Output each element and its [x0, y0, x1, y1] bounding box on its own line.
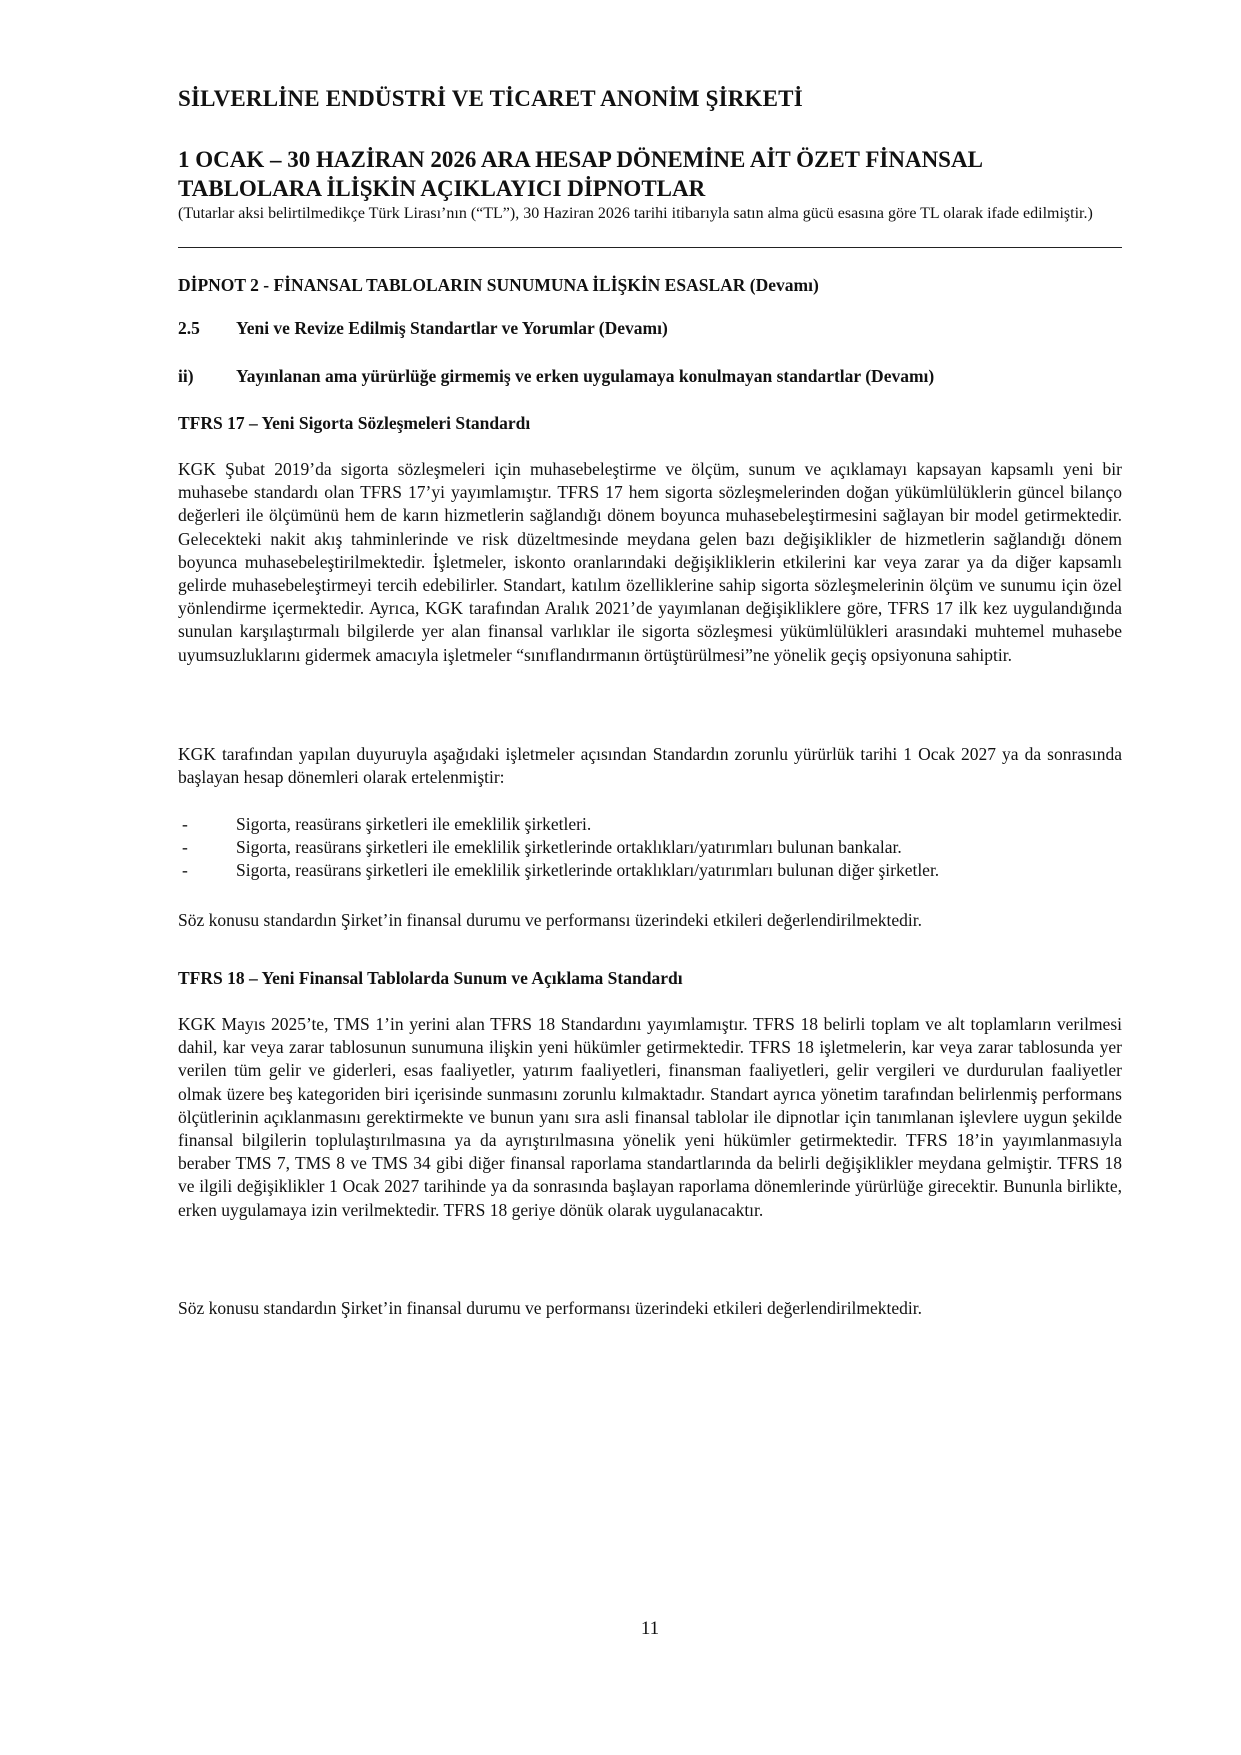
- bullet-dash: -: [182, 837, 188, 858]
- report-title-line-1: 1 OCAK – 30 HAZİRAN 2026 ARA HESAP DÖNEMİNE AİT ÖZET FİNANSAL: [178, 147, 983, 172]
- page-number: 11: [640, 1618, 660, 1639]
- tfrs18-paragraph-2: Söz konusu standardın Şirket’in finansal durumu ve performansı üzerindeki etkileri değerlendirilmektedir.: [178, 1298, 923, 1318]
- tfrs17-heading: TFRS 17 – Yeni Sigorta Sözleşmeleri Standardı: [178, 413, 531, 433]
- tfrs18-paragraph-1: KGK Mayıs 2025’te, TMS 1’in yerini alan TFRS 18 Standardını yayımlamıştır. TFRS 18 belirli toplam ve alt toplamların verilmesi dahil, kar veya zarar tablosunun sunumuna ilişkin yeni hükümler getirmektedir. TFRS 18 işletmelerin, kar veya zarar tablosunda yer verilen tüm gelir ve giderleri, esas faaliyetler, yatırım faaliyetleri, finansman faaliyetleri, gelir vergileri ve durdurulan faaliyetler olmak üzere beş kategoriden biri içerisinde sunmasını zorunlu kılmaktadır. Standart ayrıca yönetim tarafından belirlenmiş performans ölçütlerinin açıklanmasını gerektirmekte ve bunun yanı sıra asli finansal tablolar ile dipnotlar için tanımlanan işlevlere uygun şekilde finansal bilgilerin toplulaştırılmasına ya da ayrıştırılmasına yönelik yeni hükümler getirmektedir. TFRS 18’in yayımlanmasıyla beraber TMS 7, TMS 8 ve TMS 34 gibi diğer finansal raporlama standartlarında da belirli değişiklikler meydana gelmiştir. TFRS 18 ve ilgili değişiklikler 1 Ocak 2027 tarihinde ya da sonrasında başlayan raporlama dönemlerinde yürürlüğe girecektir. Bununla birlikte, erken uygulamaya izin verilmektedir. TFRS 18 geriye dönük olarak uygulanacaktır.: [178, 1014, 1122, 1220]
- list-item: [178, 859, 1122, 882]
- report-subtitle: (Tutarlar aksi belirtilmedikçe Türk Lirası’nın (“TL”), 30 Haziran 2026 tarihi itibarıyla satın alma gücü esasına göre TL olarak ifade edilmiştir.): [178, 205, 1093, 222]
- section-heading: [178, 318, 668, 339]
- list-item-text: Sigorta, reasürans şirketleri ile emeklilik şirketlerinde ortaklıkları/yatırımları bulunan bankalar.: [236, 837, 902, 858]
- header-divider: [178, 247, 1122, 248]
- note-heading: DİPNOT 2 - FİNANSAL TABLOLARIN SUNUMUNA İLİŞKİN ESASLAR (Devamı): [178, 275, 819, 295]
- tfrs17-paragraph-2: KGK tarafından yapılan duyuruyla aşağıdaki işletmeler açısından Standardın zorunlu yürürlük tarihi 1 Ocak 2027 ya da sonrasında başlayan hesap dönemleri olarak ertelenmiştir:: [178, 744, 1122, 788]
- report-title: [178, 145, 983, 203]
- subsection-heading: [178, 366, 934, 387]
- list-item: [178, 836, 1122, 859]
- section-number: 2.5: [178, 318, 200, 338]
- tfrs18-heading: TFRS 18 – Yeni Finansal Tablolarda Sunum ve Açıklama Standardı: [178, 968, 683, 988]
- section-title: Yeni ve Revize Edilmiş Standartlar ve Yorumlar (Devamı): [236, 318, 668, 338]
- list-item-text: Sigorta, reasürans şirketleri ile emeklilik şirketleri.: [236, 814, 592, 834]
- bullet-dash: -: [182, 814, 188, 834]
- company-name: SİLVERLİNE ENDÜSTRİ VE TİCARET ANONİM ŞİRKETİ: [178, 86, 803, 111]
- subsection-number: ii): [178, 366, 194, 386]
- list-item: [178, 813, 1122, 836]
- bullet-dash: -: [182, 860, 188, 881]
- subsection-title: Yayınlanan ama yürürlüğe girmemiş ve erken uygulamaya konulmayan standartlar (Devamı): [236, 366, 935, 386]
- tfrs17-bullet-list: [178, 813, 1122, 883]
- tfrs17-paragraph-3: Söz konusu standardın Şirket’in finansal durumu ve performansı üzerindeki etkileri değerlendirilmektedir.: [178, 910, 923, 930]
- list-item-text: Sigorta, reasürans şirketleri ile emeklilik şirketlerinde ortaklıkları/yatırımları bulunan diğer şirketler.: [236, 860, 940, 881]
- report-title-line-2: TABLOLARA İLİŞKİN AÇIKLAYICI DİPNOTLAR: [178, 176, 706, 201]
- tfrs17-paragraph-1: KGK Şubat 2019’da sigorta sözleşmeleri için muhasebeleştirme ve ölçüm, sunum ve açıklamayı kapsayan kapsamlı yeni bir muhasebe standardı olan TFRS 17’yi yayımlamıştır. TFRS 17 hem sigorta sözleşmelerinden doğan yükümlülüklerin güncel bilanço değerleri ile ölçümünü hem de karın hizmetlerin sağlandığı dönem boyunca muhasebeleştirmesini sağlayan bir model getirmektedir. Gelecekteki nakit akış tahminlerinde ve risk düzeltmesinde meydana gelen bazı değişiklikler de hizmetlerin sağlandığı dönem boyunca muhasebeleştirilmektedir. İşletmeler, iskonto oranlarındaki değişikliklerin etkilerini kar veya zarar ya da diğer kapsamlı gelirde muhasebeleştirmeyi tercih edebilirler. Standart, katılım özelliklerine sahip sigorta sözleşmelerinin ölçüm ve sunumu için özel yönlendirme içermektedir. Ayrıca, KGK tarafından Aralık 2021’de yayımlanan değişikliklere göre, TFRS 17 ilk kez uygulandığında sunulan karşılaştırmalı bilgilerde yer alan finansal varlıklar ile sigorta sözleşmesi yükümlülükleri arasındaki muhtemel muhasebe uyumsuzluklarını gidermek amacıyla işletmeler “sınıflandırmanın örtüştürülmesi”ne yönelik geçiş opsiyonuna sahiptir.: [178, 459, 1122, 665]
